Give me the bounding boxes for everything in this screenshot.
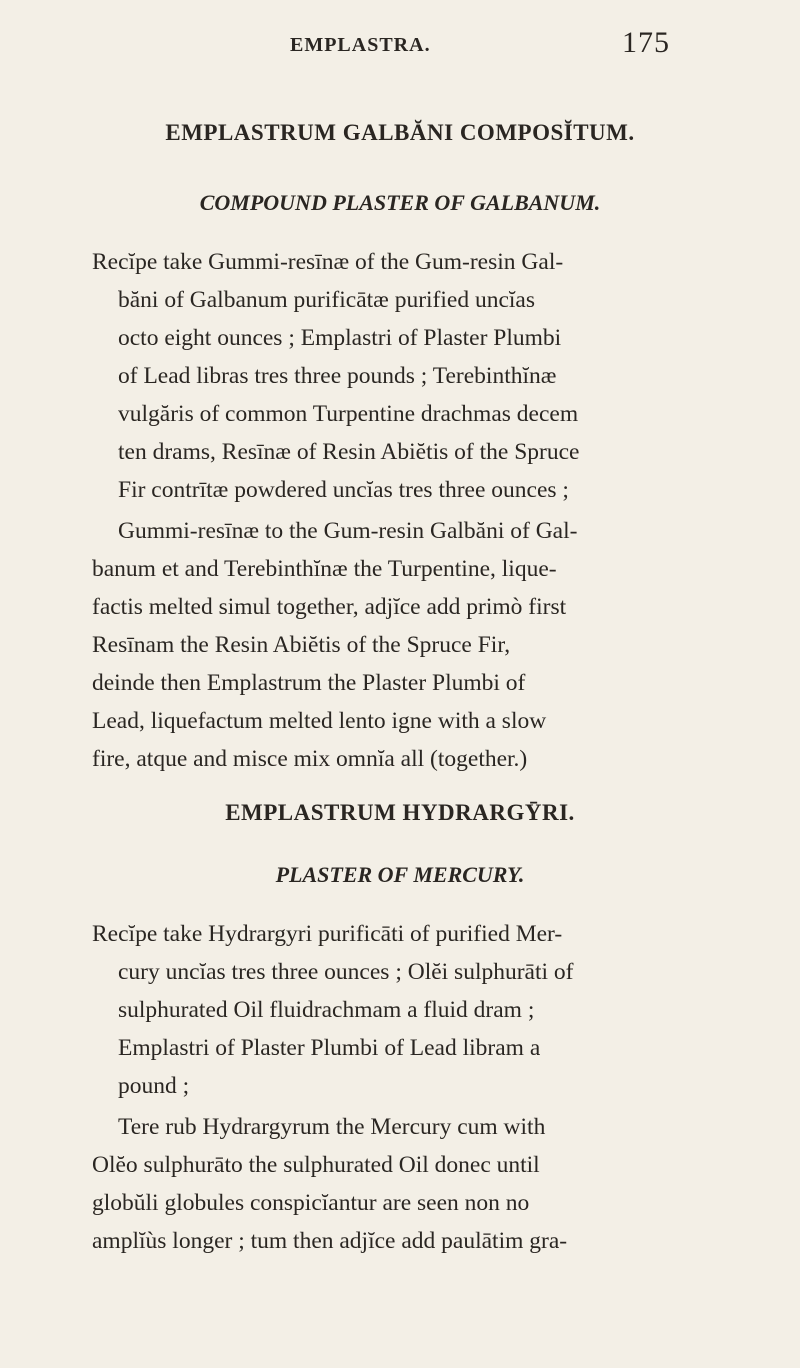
- text-line: globŭli globules conspicĭantur are seen non no: [92, 1190, 530, 1216]
- page-number: 175: [622, 26, 670, 59]
- hydrargyri-heading: EMPLASTRUM HYDRARGȲRI.: [225, 800, 575, 825]
- running-head: [290, 26, 760, 59]
- text-line: pound ;: [118, 1073, 190, 1099]
- text-line: sulphurated Oil fluidrachmam a fluid dram ;: [118, 997, 535, 1023]
- hydrargyri-method: [92, 1108, 732, 1260]
- text-line: băni of Galbanum purificātæ purified uncĭas: [118, 287, 535, 313]
- text-line: deinde then Emplastrum the Plaster Plumbi of: [92, 670, 526, 696]
- text-line: cury uncĭas tres three ounces ; Olĕi sulphurāti of: [118, 959, 574, 985]
- text-line: Fir contrītæ powdered uncĭas tres three ounces ;: [118, 477, 569, 503]
- text-line: Emplastri of Plaster Plumbi of Lead libram a: [118, 1035, 541, 1061]
- text-line: Recĭpe take Gummi-resīnæ of the Gum-resin Gal-: [92, 249, 564, 275]
- text-line: Gummi-resīnæ to the Gum-resin Galbăni of Gal-: [118, 518, 578, 544]
- text-line: amplĭùs longer ; tum then adjĭce add paulātim gra-: [92, 1228, 568, 1254]
- text-line: ten drams, Resīnæ of Resin Abiĕtis of the Spruce: [118, 439, 580, 465]
- text-line: octo eight ounces ; Emplastri of Plaster Plumbi: [118, 325, 562, 351]
- text-line: factis melted simul together, adjĭce add primò first: [92, 594, 567, 620]
- text-line: banum et and Terebinthĭnæ the Turpentine, lique-: [92, 556, 557, 582]
- galbanum-subheading: COMPOUND PLASTER OF GALBANUM.: [199, 190, 601, 215]
- text-line: Resīnam the Resin Abiĕtis of the Spruce Fir,: [92, 632, 511, 658]
- text-line: of Lead libras tres three pounds ; Terebinthĭnæ: [118, 363, 557, 389]
- hydrargyri-subheading: PLASTER OF MERCURY.: [275, 862, 525, 887]
- text-line: Lead, liquefactum melted lento igne with a slow: [92, 708, 547, 734]
- galbanum-recipe: [92, 243, 732, 509]
- running-head-title: EMPLASTRA.: [290, 34, 431, 56]
- galbanum-method: [92, 512, 732, 778]
- text-line: Olĕo sulphurāto the sulphurated Oil donec until: [92, 1152, 540, 1178]
- hydrargyri-recipe: [92, 915, 732, 1105]
- text-line: fire, atque and misce mix omnĭa all (together.): [92, 746, 528, 772]
- galbanum-heading: EMPLASTRUM GALBĂNI COMPOSĬTUM.: [165, 120, 635, 145]
- text-line: vulgăris of common Turpentine drachmas decem: [118, 401, 579, 427]
- text-line: Tere rub Hydrargyrum the Mercury cum with: [118, 1114, 546, 1140]
- text-line: Recĭpe take Hydrargyri purificāti of purified Mer-: [92, 921, 563, 947]
